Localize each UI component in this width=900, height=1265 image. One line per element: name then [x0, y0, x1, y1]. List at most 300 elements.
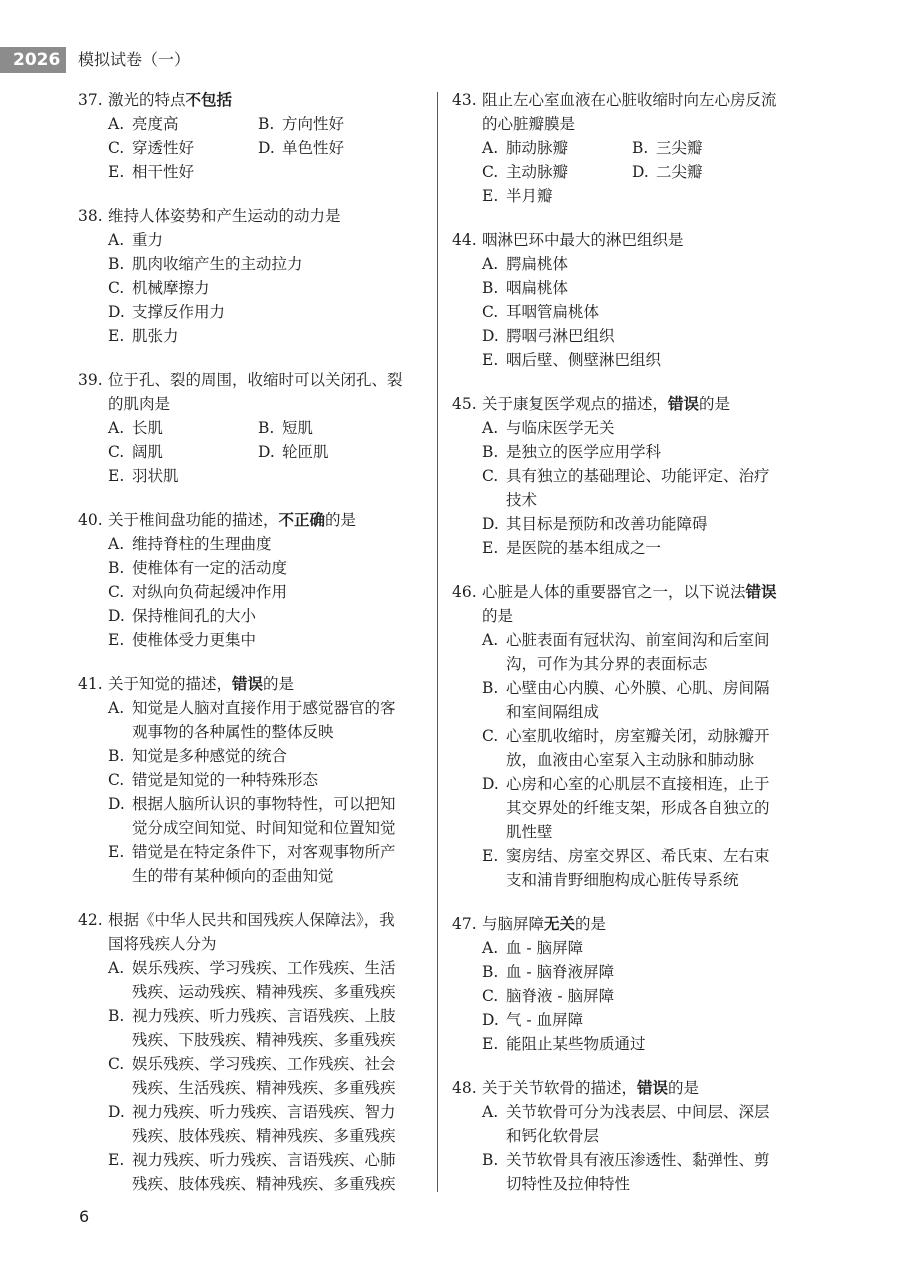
option-text: 知觉是多种感觉的统合 [132, 747, 288, 765]
answer-option [482, 440, 782, 464]
stem-keyword: 错误 [668, 395, 700, 413]
option-row [452, 512, 782, 536]
option-text: 与临床医学无关 [506, 419, 615, 437]
answer-option [108, 440, 258, 464]
answer-option [108, 580, 408, 604]
option-row [78, 1100, 408, 1148]
option-text: 亮度高 [132, 115, 179, 133]
option-text: 关节软骨可分为浅表层、中间层、深层和钙化软骨层 [506, 1103, 770, 1145]
question-stem [452, 88, 782, 136]
option-text: 腭扁桃体 [506, 255, 569, 273]
option-letter: C. [108, 139, 125, 157]
stem-text-part: 的是 [325, 511, 357, 529]
question-stem [452, 580, 782, 628]
option-text: 具有独立的基础理论、功能评定、治疗技术 [506, 467, 770, 509]
answer-option [108, 556, 408, 580]
option-row [78, 744, 408, 768]
option-row [78, 792, 408, 840]
answer-option [108, 1100, 408, 1148]
answer-option [482, 772, 782, 844]
option-letter: C. [482, 987, 499, 1005]
option-text: 是独立的医学应用学科 [506, 443, 662, 461]
question-text [108, 508, 408, 532]
question-item [78, 204, 408, 348]
question-stem [78, 204, 408, 228]
option-letter: D. [108, 795, 125, 813]
option-row [78, 556, 408, 580]
question-text [108, 204, 408, 228]
option-text: 保持椎间孔的大小 [132, 607, 257, 625]
option-row [78, 768, 408, 792]
answer-option [108, 1004, 408, 1052]
option-row [452, 160, 782, 184]
answer-option [258, 416, 408, 440]
option-row [78, 1004, 408, 1052]
answer-option [108, 160, 408, 184]
question-item [78, 672, 408, 888]
option-letter: A. [482, 255, 499, 273]
option-text: 根据人脑所认识的事物特性，可以把知觉分成空间知觉、时间知觉和位置知觉 [132, 795, 396, 837]
question-item [452, 228, 782, 372]
option-letter: D. [482, 327, 499, 345]
question-item [452, 88, 782, 208]
stem-keyword: 错误 [232, 675, 264, 693]
option-letter: C. [108, 1055, 125, 1073]
answer-option [482, 1148, 782, 1196]
option-letter: A. [108, 959, 125, 977]
option-letter: A. [482, 939, 499, 957]
answer-option [108, 112, 258, 136]
option-row [452, 136, 782, 160]
answer-option [482, 348, 782, 372]
option-row [452, 276, 782, 300]
option-text: 关节软骨具有液压渗透性、黏弹性、剪切特性及拉伸特性 [506, 1151, 770, 1193]
option-letter: B. [108, 747, 125, 765]
answer-option [108, 840, 408, 888]
question-item [452, 392, 782, 560]
question-text [482, 228, 782, 252]
question-item [78, 508, 408, 652]
option-row [452, 1148, 782, 1196]
answer-option [108, 792, 408, 840]
stem-keyword: 无关 [544, 915, 576, 933]
question-item [452, 580, 782, 892]
question-text [108, 672, 408, 696]
option-letter: B. [258, 115, 275, 133]
option-letter: B. [108, 255, 125, 273]
option-letter: E. [108, 163, 125, 181]
stem-text-part: 的是 [699, 395, 731, 413]
answer-option [108, 136, 258, 160]
option-text: 娱乐残疾、学习残疾、工作残疾、生活残疾、运动残疾、精神残疾、多重残疾 [132, 959, 396, 1001]
option-letter: C. [482, 467, 499, 485]
option-text: 腭咽弓淋巴组织 [506, 327, 615, 345]
option-letter: D. [632, 163, 649, 181]
option-letter: D. [108, 607, 125, 625]
option-row [452, 348, 782, 372]
option-text: 耳咽管扁桃体 [506, 303, 600, 321]
option-text: 穿透性好 [132, 139, 195, 157]
answer-option [482, 724, 782, 772]
option-letter: B. [632, 139, 649, 157]
stem-text-part: 阻止左心室血液在心脏收缩时向左心房反流的心脏瓣膜是 [482, 91, 777, 133]
answer-option [482, 1008, 782, 1032]
question-item [78, 368, 408, 488]
stem-text-part: 关于椎间盘功能的描述， [108, 511, 279, 529]
option-row [452, 772, 782, 844]
answer-option [108, 416, 258, 440]
question-number: 39. [78, 371, 103, 389]
left-column [78, 88, 408, 1216]
stem-text-part: 心脏是人体的重要器官之一，以下说法 [482, 583, 746, 601]
option-row [78, 136, 408, 160]
answer-option [482, 984, 782, 1008]
stem-text-part: 激光的特点 [108, 91, 186, 109]
question-number: 43. [452, 91, 477, 109]
option-text: 重力 [132, 231, 164, 249]
option-letter: B. [482, 963, 499, 981]
option-row [452, 1100, 782, 1148]
option-text: 娱乐残疾、学习残疾、工作残疾、社会残疾、生活残疾、精神残疾、多重残疾 [132, 1055, 396, 1097]
option-letter: A. [482, 631, 499, 649]
stem-text-part: 关于知觉的描述， [108, 675, 233, 693]
option-row [78, 276, 408, 300]
answer-option [482, 628, 782, 676]
stem-text-part: 的是 [263, 675, 295, 693]
option-text: 二尖瓣 [656, 163, 703, 181]
question-text [482, 912, 782, 936]
option-text: 肌张力 [132, 327, 179, 345]
question-number: 37. [78, 91, 103, 109]
answer-option [108, 228, 408, 252]
stem-text-part: 位于孔、裂的周围，收缩时可以关闭孔、裂的肌肉是 [108, 371, 403, 413]
question-number: 42. [78, 911, 103, 929]
stem-text-part: 的是 [575, 915, 607, 933]
question-stem [78, 368, 408, 416]
option-row [78, 1148, 408, 1196]
stem-text-part: 的是 [668, 1079, 700, 1097]
option-letter: A. [482, 419, 499, 437]
question-number: 40. [78, 511, 103, 529]
stem-text-part: 与脑屏障 [482, 915, 545, 933]
option-row [78, 840, 408, 888]
answer-option [108, 532, 408, 556]
option-letter: E. [482, 847, 499, 865]
option-letter: B. [482, 279, 499, 297]
option-letter: D. [482, 1011, 499, 1029]
option-text: 方向性好 [282, 115, 345, 133]
stem-keyword: 不包括 [185, 91, 233, 109]
question-text [482, 88, 782, 136]
option-letter: D. [258, 139, 275, 157]
option-row [78, 252, 408, 276]
question-text [108, 368, 408, 416]
option-letter: C. [482, 727, 499, 745]
answer-option [482, 276, 782, 300]
option-row [452, 416, 782, 440]
question-text [482, 392, 782, 416]
option-row [452, 724, 782, 772]
answer-option [108, 276, 408, 300]
option-row [452, 1008, 782, 1032]
answer-option [482, 416, 782, 440]
option-row [78, 628, 408, 652]
option-text: 长肌 [132, 419, 164, 437]
column-divider [437, 92, 438, 1192]
stem-keyword: 不正确 [278, 511, 326, 529]
answer-option [258, 136, 408, 160]
option-text: 脑脊液 - 脑屏障 [506, 987, 615, 1005]
answer-option [108, 696, 408, 744]
option-letter: A. [108, 115, 125, 133]
answer-option [108, 1052, 408, 1100]
question-stem [452, 228, 782, 252]
option-row [452, 960, 782, 984]
answer-option [108, 604, 408, 628]
option-row [452, 252, 782, 276]
option-row [452, 440, 782, 464]
answer-option [632, 160, 782, 184]
answer-option [108, 1148, 408, 1196]
option-letter: C. [108, 279, 125, 297]
option-text: 其目标是预防和改善功能障碍 [506, 515, 708, 533]
question-item [78, 88, 408, 184]
option-text: 心房和心室的心肌层不直接相连，止于其交界处的纤维支架，形成各自独立的肌性壁 [506, 775, 770, 841]
option-text: 窦房结、房室交界区、希氏束、左右束支和浦肯野细胞构成心脏传导系统 [506, 847, 770, 889]
option-row [78, 1052, 408, 1100]
answer-option [258, 440, 408, 464]
option-text: 相干性好 [132, 163, 195, 181]
question-text [108, 908, 408, 956]
option-text: 咽扁桃体 [506, 279, 569, 297]
option-letter: E. [108, 327, 125, 345]
year-badge: 2026 [0, 47, 66, 73]
answer-option [482, 324, 782, 348]
question-number: 41. [78, 675, 103, 693]
option-text: 羽状肌 [132, 467, 179, 485]
answer-option [108, 464, 408, 488]
option-letter: D. [482, 775, 499, 793]
right-column [452, 88, 782, 1216]
answer-option [108, 252, 408, 276]
answer-option [108, 744, 408, 768]
question-text [108, 88, 408, 112]
question-number: 48. [452, 1079, 477, 1097]
option-row [452, 936, 782, 960]
option-letter: A. [108, 419, 125, 437]
option-letter: B. [108, 1007, 125, 1025]
page-header [0, 44, 900, 76]
option-letter: C. [108, 771, 125, 789]
option-row [452, 984, 782, 1008]
answer-option [482, 300, 782, 324]
option-row [78, 228, 408, 252]
answer-option [108, 300, 408, 324]
stem-text-part: 维持人体姿势和产生运动的动力是 [108, 207, 341, 225]
answer-option [482, 844, 782, 892]
option-row [452, 300, 782, 324]
question-item [452, 1076, 782, 1196]
option-text: 血 - 脑脊液屏障 [506, 963, 615, 981]
option-text: 错觉是知觉的一种特殊形态 [132, 771, 319, 789]
option-row [452, 628, 782, 676]
answer-option [108, 628, 408, 652]
option-letter: D. [258, 443, 275, 461]
question-text [482, 1076, 782, 1100]
option-letter: E. [108, 843, 125, 861]
option-text: 心脏表面有冠状沟、前室间沟和后室间沟，可作为其分界的表面标志 [506, 631, 770, 673]
question-stem [78, 672, 408, 696]
answer-option [482, 960, 782, 984]
option-row [452, 1032, 782, 1056]
option-row [78, 440, 408, 464]
option-text: 视力残疾、听力残疾、言语残疾、上肢残疾、下肢残疾、精神残疾、多重残疾 [132, 1007, 396, 1049]
option-row [452, 844, 782, 892]
option-letter: B. [482, 679, 499, 697]
option-text: 能阻止某些物质通过 [506, 1035, 646, 1053]
stem-keyword: 错误 [637, 1079, 669, 1097]
option-text: 使椎体有一定的活动度 [132, 559, 288, 577]
option-text: 是医院的基本组成之一 [506, 539, 662, 557]
option-letter: A. [482, 1103, 499, 1121]
option-letter: B. [258, 419, 275, 437]
option-text: 短肌 [282, 419, 314, 437]
question-stem [452, 1076, 782, 1100]
question-item [452, 912, 782, 1056]
answer-option [482, 1032, 782, 1056]
option-letter: E. [108, 1151, 125, 1169]
option-row [78, 580, 408, 604]
option-text: 视力残疾、听力残疾、言语残疾、智力残疾、肢体残疾、精神残疾、多重残疾 [132, 1103, 396, 1145]
option-row [452, 324, 782, 348]
answer-option [108, 956, 408, 1004]
question-text [482, 580, 782, 628]
question-number: 47. [452, 915, 477, 933]
option-letter: A. [108, 231, 125, 249]
question-stem [78, 88, 408, 112]
answer-option [482, 1100, 782, 1148]
option-text: 单色性好 [282, 139, 345, 157]
option-text: 血 - 脑屏障 [506, 939, 584, 957]
answer-option [482, 184, 782, 208]
question-number: 46. [452, 583, 477, 601]
option-text: 对纵向负荷起缓冲作用 [132, 583, 288, 601]
option-letter: C. [482, 163, 499, 181]
answer-option [482, 252, 782, 276]
answer-option [482, 936, 782, 960]
answer-option [482, 536, 782, 560]
stem-text-part: 关于关节软骨的描述， [482, 1079, 638, 1097]
option-text: 气 - 血屏障 [506, 1011, 584, 1029]
stem-text-part: 根据《中华人民共和国残疾人保障法》，我国将残疾人分为 [108, 911, 395, 953]
question-stem [452, 912, 782, 936]
stem-text-part: 关于康复医学观点的描述， [482, 395, 669, 413]
question-item [78, 908, 408, 1196]
option-text: 知觉是人脑对直接作用于感觉器官的客观事物的各种属性的整体反映 [132, 699, 396, 741]
option-text: 主动脉瓣 [506, 163, 569, 181]
option-letter: B. [482, 443, 499, 461]
option-letter: B. [482, 1151, 499, 1169]
answer-option [482, 512, 782, 536]
option-letter: D. [482, 515, 499, 533]
option-text: 咽后壁、侧壁淋巴组织 [506, 351, 662, 369]
option-text: 机械摩擦力 [132, 279, 210, 297]
stem-text-part: 的是 [482, 607, 514, 625]
paper-title: 模拟试卷（一） [78, 50, 191, 69]
stem-keyword: 错误 [745, 583, 777, 601]
question-stem [78, 508, 408, 532]
option-letter: A. [108, 699, 125, 717]
option-text: 肺动脉瓣 [506, 139, 569, 157]
option-letter: E. [482, 351, 499, 369]
answer-option [482, 464, 782, 512]
option-letter: E. [482, 539, 499, 557]
answer-option [108, 324, 408, 348]
option-text: 维持脊柱的生理曲度 [132, 535, 272, 553]
option-letter: E. [482, 187, 499, 205]
question-number: 38. [78, 207, 103, 225]
question-stem [452, 392, 782, 416]
answer-option [632, 136, 782, 160]
option-letter: E. [108, 467, 125, 485]
option-letter: C. [108, 443, 125, 461]
option-row [78, 532, 408, 556]
option-letter: D. [108, 303, 125, 321]
answer-option [108, 768, 408, 792]
option-letter: B. [108, 559, 125, 577]
option-text: 轮匝肌 [282, 443, 329, 461]
option-row [78, 956, 408, 1004]
option-text: 半月瓣 [506, 187, 553, 205]
option-letter: E. [108, 631, 125, 649]
option-row [78, 416, 408, 440]
option-letter: D. [108, 1103, 125, 1121]
answer-option [482, 676, 782, 724]
option-text: 支撑反作用力 [132, 303, 226, 321]
option-row [78, 604, 408, 628]
option-letter: C. [482, 303, 499, 321]
option-row [78, 696, 408, 744]
question-number: 44. [452, 231, 477, 249]
option-text: 阔肌 [132, 443, 164, 461]
question-stem [78, 908, 408, 956]
option-text: 肌肉收缩产生的主动拉力 [132, 255, 303, 273]
option-row [78, 160, 408, 184]
option-text: 错觉是在特定条件下，对客观事物所产生的带有某种倾向的歪曲知觉 [132, 843, 396, 885]
answer-option [482, 136, 632, 160]
question-number: 45. [452, 395, 477, 413]
option-row [78, 464, 408, 488]
stem-text-part: 咽淋巴环中最大的淋巴组织是 [482, 231, 684, 249]
option-text: 心室肌收缩时，房室瓣关闭，动脉瓣开放，血液由心室泵入主动脉和肺动脉 [506, 727, 770, 769]
answer-option [482, 160, 632, 184]
page-number: 6 [79, 1207, 90, 1226]
option-row [452, 676, 782, 724]
option-row [78, 300, 408, 324]
option-text: 使椎体受力更集中 [132, 631, 257, 649]
option-row [78, 112, 408, 136]
option-row [452, 536, 782, 560]
option-text: 视力残疾、听力残疾、言语残疾、心肺残疾、肢体残疾、精神残疾、多重残疾 [132, 1151, 396, 1193]
option-letter: A. [108, 535, 125, 553]
answer-option [258, 112, 408, 136]
option-text: 心壁由心内膜、心外膜、心肌、房间隔和室间隔组成 [506, 679, 770, 721]
option-letter: C. [108, 583, 125, 601]
option-letter: E. [482, 1035, 499, 1053]
option-row [452, 184, 782, 208]
option-letter: A. [482, 139, 499, 157]
option-row [78, 324, 408, 348]
